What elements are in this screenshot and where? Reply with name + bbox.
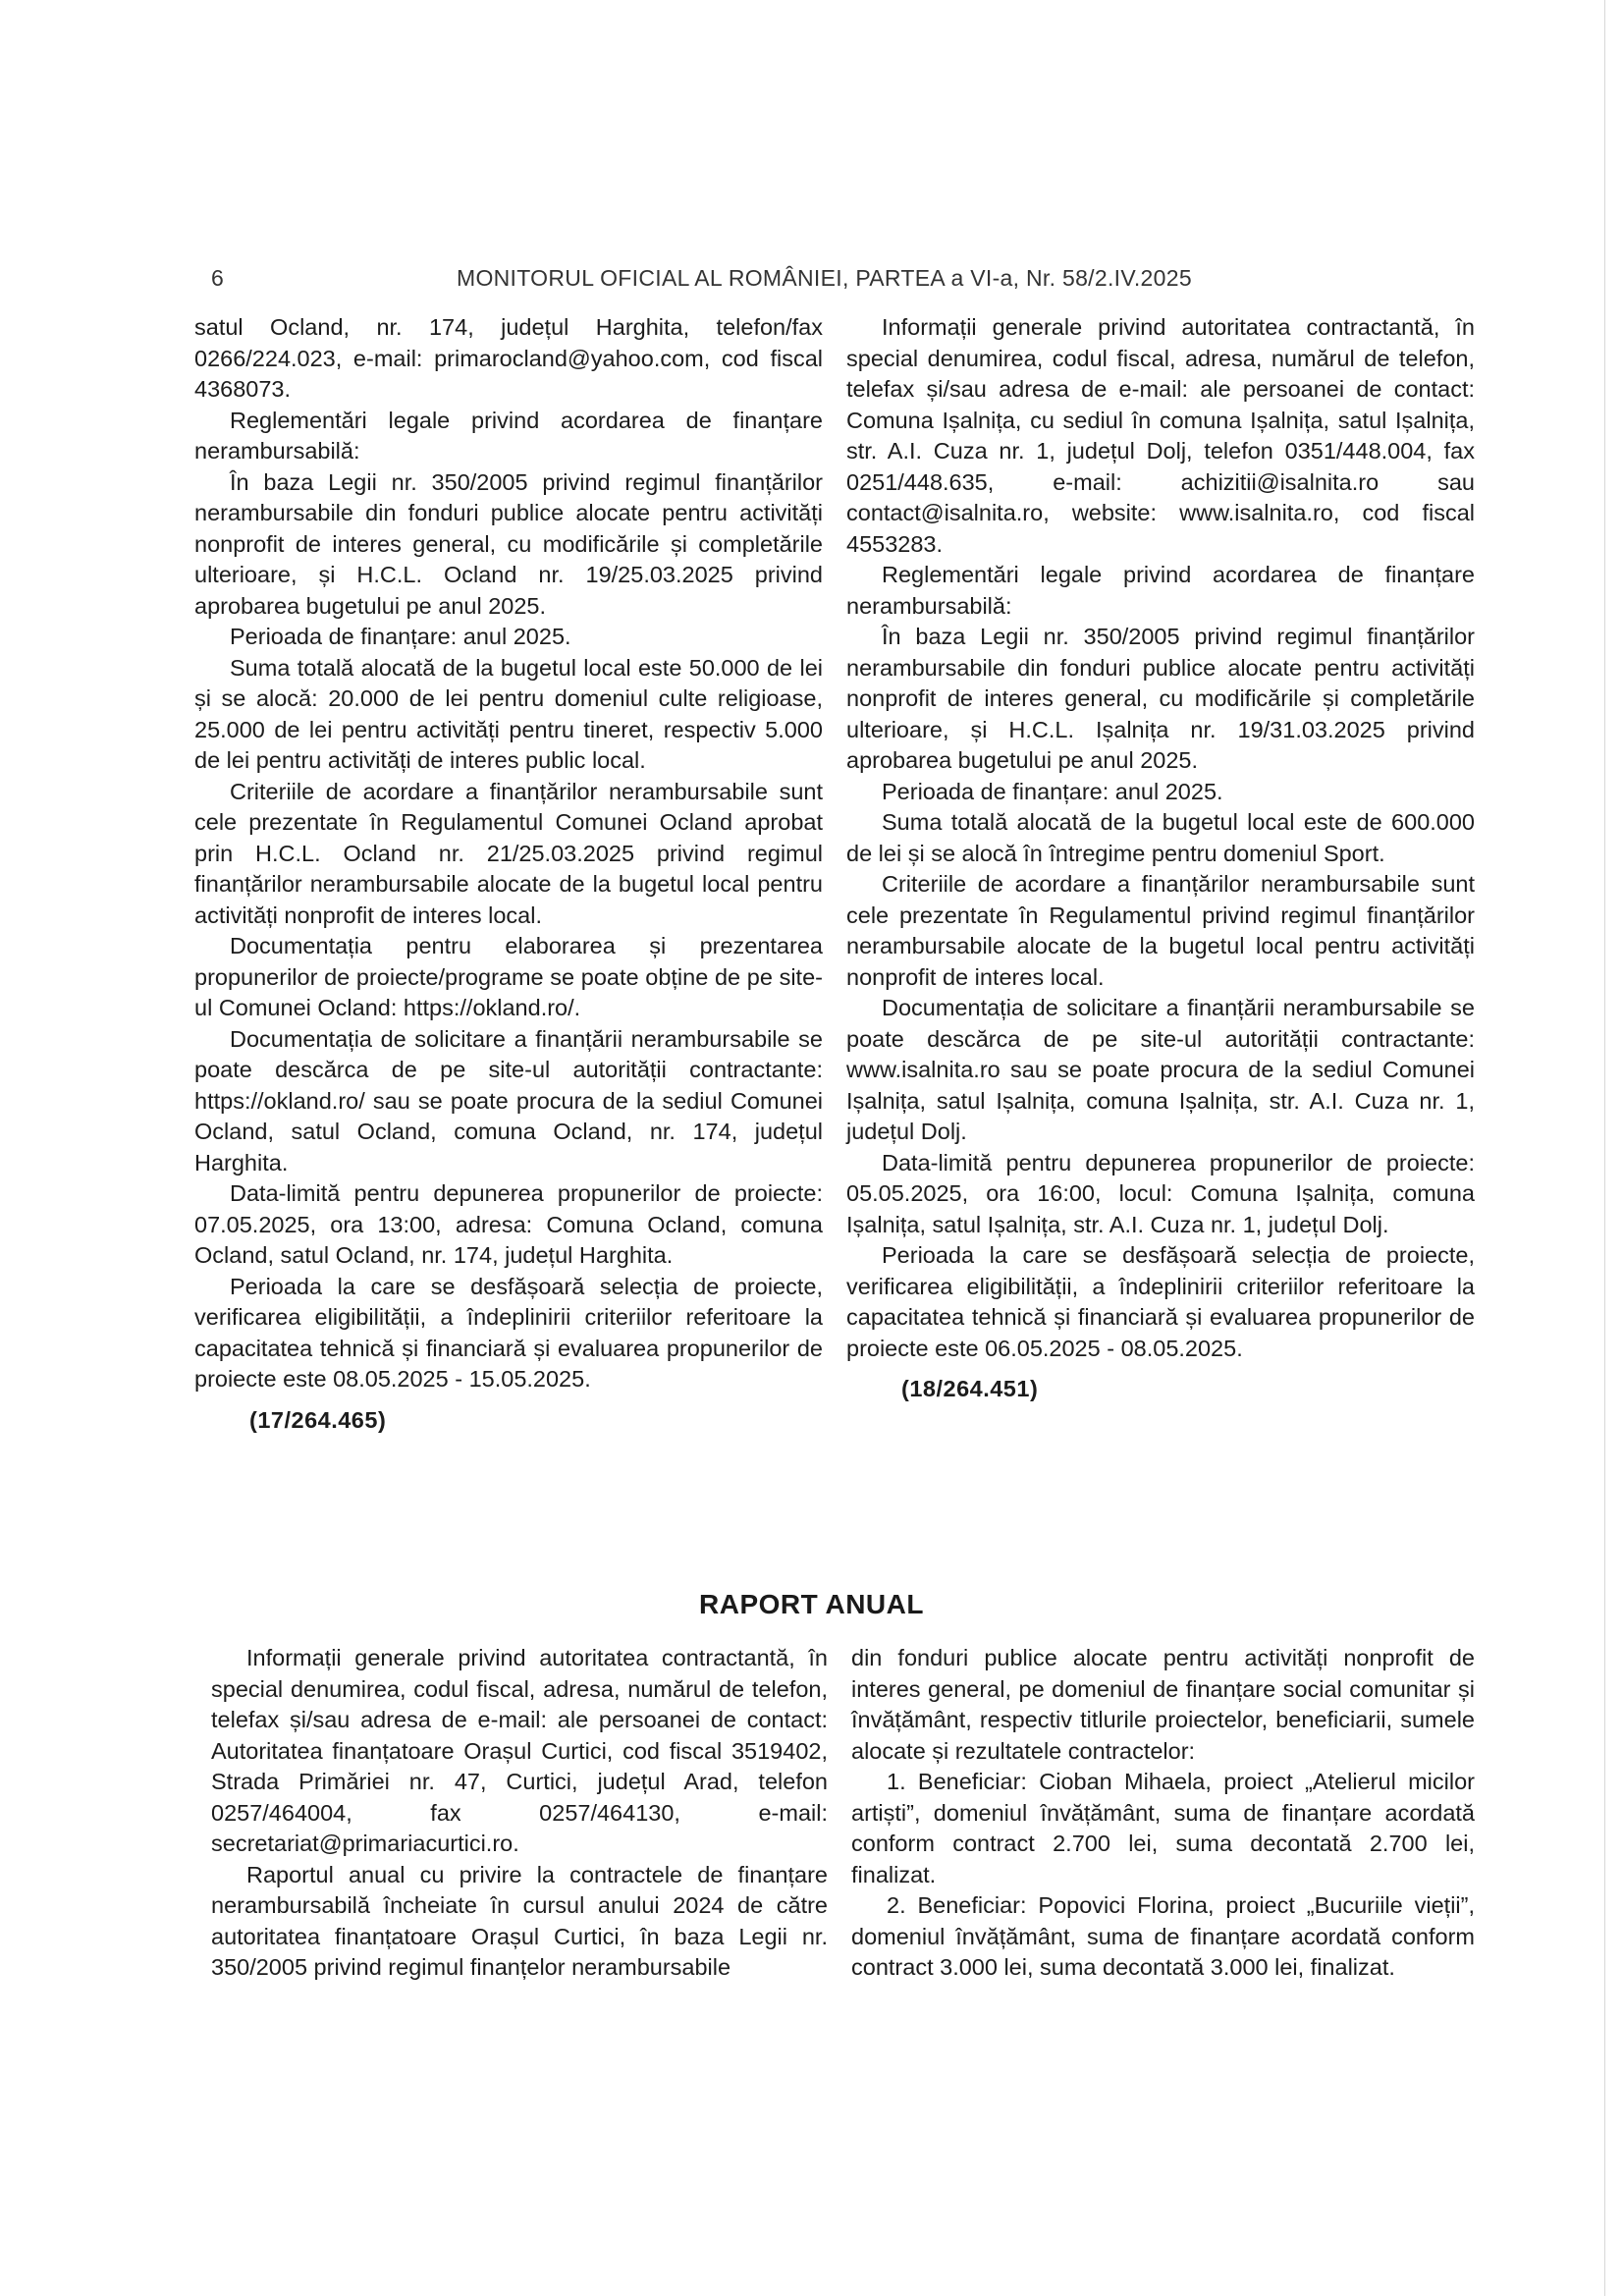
section-title: RAPORT ANUAL xyxy=(699,1589,924,1619)
paragraph: Reglementări legale privind acordarea de finanțare nerambursabilă: xyxy=(194,407,823,464)
paragraph: Informații generale privind autoritatea contractantă, în special denumirea, codul fiscal, adresa, numărul de telefon, telefax și/sau adresa de e-mail: ale persoanei de contact: Comuna Ișalnița, cu sediul în comuna Ișalnița, satul Ișalnița, str. A.I. Cuza nr. 1, județul Dolj, telefon 0351/448.004, fax 0251/448.635, e-mail: achizitii@isalnita.ro sau contact@isalnita.ro, website: www.isalnita.ro, cod fiscal 4553283. xyxy=(846,314,1475,557)
reference-number: (17/264.465) xyxy=(249,1406,387,1433)
left-column xyxy=(194,312,823,1436)
paragraph: Data-limită pentru depunerea propunerilor de proiecte: 07.05.2025, ora 13:00, adresa: Comuna Ocland, comuna Ocland, satul Ocland, nr. 174, județul Harghita. xyxy=(194,1180,823,1268)
paragraph: Suma totală alocată de la bugetul local este de 600.000 de lei și se alocă în întregime pentru domeniul Sport. xyxy=(846,809,1475,866)
right-column xyxy=(846,312,1475,1405)
paragraph: Documentația de solicitare a finanțării nerambursabile se poate descărca de pe site-ul autorității contractante: www.isalnita.ro sau se poate procura de la sediul Comunei Ișalnița, satul Ișalnița, comuna Ișalnița, str. A.I. Cuza nr. 1, județul Dolj. xyxy=(846,995,1475,1144)
paragraph: Documentația de solicitare a finanțării nerambursabile se poate descărca de pe site-ul autorității contractante: https://okland.ro/ sau se poate procura de la sediul Comunei Ocland, satul Ocland, comuna Ocland, nr. 174, județul Harghita. xyxy=(194,1025,823,1175)
paragraph: Perioada la care se desfășoară selecția de proiecte, verificarea eligibilității, a îndeplinirii criteriilor referitoare la capacitatea tehnică și financiară și evaluarea propunerilor de proiecte este 08.05.2025 - 15.05.2025. xyxy=(194,1273,823,1392)
list-item: 2. Beneficiar: Popovici Florina, proiect „Bucuriile vieții”, domeniul învățământ, suma de finanțare acordată conform contract 3.000 lei, suma decontată 3.000 lei, finalizat. xyxy=(851,1892,1475,1980)
raport-left-column xyxy=(211,1643,828,1984)
paragraph: În baza Legii nr. 350/2005 privind regimul finanțărilor nerambursabile din fonduri publice alocate pentru activități nonprofit de interes general, cu modificările și completările ulterioare, și H.C.L. Ișalnița nr. 19/31.03.2025 privind aprobarea bugetului pe anul 2025. xyxy=(846,624,1475,773)
page-number: 6 xyxy=(211,265,225,291)
paragraph: Criteriile de acordare a finanțărilor nerambursabile sunt cele prezentate în Regulamentul Comunei Ocland aprobat prin H.C.L. Ocland nr. 21/25.03.2025 privind regimul finanțărilor nerambursabile alocate de la bugetul local pentru activități nonprofit de interes local. xyxy=(194,778,823,928)
paragraph: Criteriile de acordare a finanțărilor nerambursabile sunt cele prezentate în Regulamentul privind regimul finanțărilor nerambursabile alocate de la bugetul local pentru activități nonprofit de interes local. xyxy=(846,871,1475,990)
reference-number: (18/264.451) xyxy=(901,1376,1039,1401)
paragraph: Perioada la care se desfășoară selecția de proiecte, verificarea eligibilității, a îndeplinirii criteriilor referitoare la capacitatea tehnică și financiară și evaluarea propunerilor de proiecte este 06.05.2025 - 08.05.2025. xyxy=(846,1242,1475,1361)
paragraph: satul Ocland, nr. 174, județul Harghita, telefon/fax 0266/224.023, e-mail: primarocland@yahoo.com, cod fiscal 4368073. xyxy=(194,314,823,402)
paragraph: În baza Legii nr. 350/2005 privind regimul finanțărilor nerambursabile din fonduri publice alocate pentru activități nonprofit de interes general, cu modificările și completările ulterioare, și H.C.L. Ocland nr. 19/25.03.2025 privind aprobarea bugetului pe anul 2025. xyxy=(194,468,823,619)
list-item: 1. Beneficiar: Cioban Mihaela, proiect „Atelierul micilor artiști”, domeniul învățământ, suma de finanțare acordată conform contract 2.700 lei, suma decontată 2.700 lei, finalizat. xyxy=(851,1769,1475,1887)
raport-right-column xyxy=(851,1643,1475,1984)
paragraph: din fonduri publice alocate pentru activități nonprofit de interes general, pe domeniul de finanțare social comunitar și învățământ, respectiv titlurile proiectelor, beneficiarii, sumele alocate și rezultatele contractelor: xyxy=(851,1645,1475,1764)
paragraph: Suma totală alocată de la bugetul local este 50.000 de lei și se alocă: 20.000 de lei pentru domeniul culte religioase, 25.000 de lei pentru activități pentru tineret, respectiv 5.000 de lei pentru activități de interes public local. xyxy=(194,654,823,773)
page-edge-line xyxy=(1604,0,1605,2296)
paragraph: Data-limită pentru depunerea propunerilor de proiecte: 05.05.2025, ora 16:00, locul: Comuna Ișalnița, comuna Ișalnița, satul Ișalnița, str. A.I. Cuza nr. 1, județul Dolj. xyxy=(846,1149,1475,1237)
paragraph: Raportul anual cu privire la contractele de finanțare nerambursabilă încheiate în cursul anului 2024 de către autoritatea finanțatoare Orașul Curtici, în baza Legii nr. 350/2005 privind regimul finanțelor nerambursabile xyxy=(211,1861,828,1980)
paragraph: Informații generale privind autoritatea contractantă, în special denumirea, codul fiscal, adresa, numărul de telefon, telefax și/sau adresa de e-mail: ale persoanei de contact: Autoritatea finanțatoare Orașul Curtici, cod fiscal 3519402, Strada Primăriei nr. 47, Curtici, județul Arad, telefon 0257/464004, fax 0257/464130, e-mail: secretariat@primariacurtici.ro. xyxy=(211,1645,828,1856)
journal-title: MONITORUL OFICIAL AL ROMÂNIEI, PARTEA a VI-a, Nr. 58/2.IV.2025 xyxy=(457,265,1192,291)
paragraph: Perioada de finanțare: anul 2025. xyxy=(230,624,571,649)
paragraph: Perioada de finanțare: anul 2025. xyxy=(882,778,1223,804)
paragraph: Documentația pentru elaborarea și prezentarea propunerilor de proiecte/programe se poate obține de pe site-ul Comunei Ocland: https://okland.ro/. xyxy=(194,933,823,1020)
paragraph: Reglementări legale privind acordarea de finanțare nerambursabilă: xyxy=(846,562,1475,619)
page-header xyxy=(211,265,1193,304)
